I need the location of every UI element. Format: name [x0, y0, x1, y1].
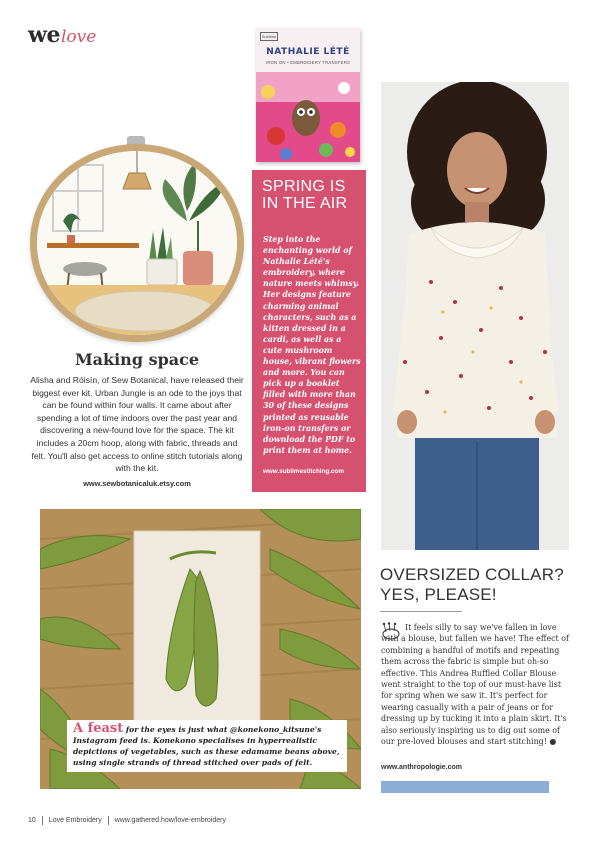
collar-body-text: It feels silly to say we've fallen in love with a blouse, but fallen we have! The effect of combining a handful of motifs and repeating them across the fabric is simple but oh-so effective. This Andrea Ruffled Collar Blouse went straight to the top of our must-have list for spring when we saw it. It's perfect for wearing casually with a pair of jeans or for dressing up by tucking it into a plain skirt. It's also seriously inspiring us to dig out some of our pre-loved blouses and start stitching! [381, 623, 569, 747]
booklet-title: NATHALIE LÉTÉ [266, 47, 350, 57]
feast-lead: A feast [73, 721, 124, 736]
feast-caption [67, 720, 347, 772]
footer-separator [42, 816, 43, 825]
collar-title [380, 565, 575, 605]
spring-title-line2: IN THE AIR [262, 195, 348, 212]
page-footer [28, 816, 226, 825]
end-mark-icon: ● [549, 737, 557, 747]
booklet-subtitle: IRON ON • EMBROIDERY TRANSFERS [265, 60, 351, 65]
embroidery-hoop-image [30, 144, 244, 342]
footer-url[interactable]: www.gathered.how/love-embroidery [114, 817, 226, 824]
footer-separator [108, 816, 109, 825]
collar-rule [380, 611, 462, 612]
collar-body [381, 622, 571, 747]
spring-panel [252, 170, 366, 492]
spring-body: Step into the enchanting world of Nathalie Lété's embroidery, where nature meets whimsy. Her designs feature charming animal characters, such as a kitten dressed in a cardi, as well as a cute mushroom house, vibrant flowers and more. You can pick up a booklet filled with more than 30 of these designs printed as reusable iron-on transfers or download the PDF to print them at home. [263, 235, 361, 455]
making-space-url[interactable]: www.sewbotanicaluk.etsy.com [83, 479, 191, 488]
feast-body: for the eyes is just what @konekono_kitsune's Instagram feed is. Konekono specialises in hyperrealistic depictions of vegetables, such as these edamame beans above, using single strands of thread stitched over pads of felt. [73, 725, 340, 767]
making-space-body: Alisha and Róisín, of Sew Botanical, have released their biggest ever kit. Urban Jungle is an ode to the joys that can be found within four walls. It came about after spending a lot of time indoors over the past year and discovering a new-found love for the space. The kit includes a 20cm hoop, along with fabric, threads and felt. You'll also get access to online stitch tutorials along with the kit. [30, 375, 244, 474]
page-number: 10 [28, 817, 36, 824]
blouse-model-photo [381, 82, 569, 550]
collar-url[interactable]: www.anthropologie.com [381, 764, 463, 771]
spring-url[interactable]: www.sublimestitching.com [263, 468, 344, 475]
collar-accent-bar [381, 781, 549, 793]
feast-caption-text [73, 723, 341, 768]
footer-magazine: Love Embroidery [48, 817, 102, 824]
spring-title [262, 178, 362, 212]
brand-we: we [28, 22, 60, 48]
spring-title-line1: SPRING IS [262, 178, 346, 195]
collar-title-line2: YES, PLEASE! [380, 585, 497, 604]
transfer-booklet-image [256, 28, 360, 162]
brand-logo [28, 22, 96, 52]
collar-title-line1: OVERSIZED COLLAR? [380, 565, 564, 584]
making-space-title: Making space [74, 350, 200, 369]
booklet-logo: Sublime [261, 34, 277, 39]
brand-love: love [60, 27, 97, 47]
booklet-artwork [256, 72, 360, 162]
